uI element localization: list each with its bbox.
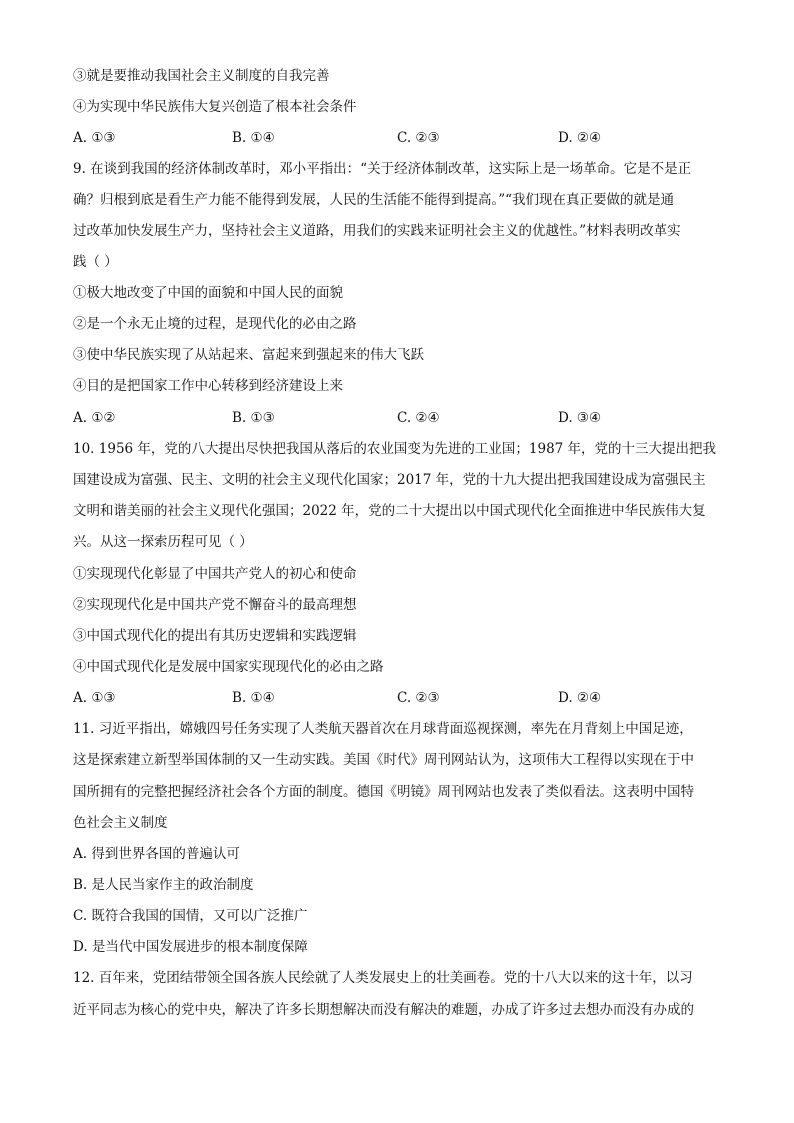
q9-statement-1: ①极大地改变了中国的面貌和中国人民的面貌 [73, 285, 343, 301]
q9-stem-line-4: 践（ ） [73, 254, 118, 270]
q10-stem-line-3: 文明和谐美丽的社会主义现代化强国；2022 年，党的二十大提出以中国式现代化全面推进中华民族伟大复 [73, 503, 706, 519]
q11-stem-line-3: 国所拥有的完整把握经济社会各个方面的制度。德国《明镜》周刊网站也发表了类似看法。这表明中国特 [73, 784, 694, 800]
q8-option-a[interactable]: A. ①③ [73, 130, 116, 146]
q9-stem-line-2: 确？归根到底是看生产力能不能得到发展，人民的生活能不能得到提高。”“我们现在真正要做的就是通 [73, 192, 675, 208]
q11-option-d[interactable]: D. 是当代中国发展进步的根本制度保障 [73, 939, 308, 955]
q9-stem-line-3: 过改革加快发展生产力，坚持社会主义道路，用我们的实践来证明社会主义的优越性。”材料表明改革实 [73, 223, 681, 239]
q11-stem-line-4: 色社会主义制度 [73, 815, 168, 831]
q10-statement-4: ④中国式现代化是发展中国家实现现代化的必由之路 [73, 659, 384, 675]
q10-option-a[interactable]: A. ①③ [73, 690, 116, 706]
q12-stem-line-2: 近平同志为核心的党中央，解决了许多长期想解决而没有解决的难题，办成了许多过去想办而没有办成的 [73, 1002, 694, 1018]
q10-option-d[interactable]: D. ②④ [558, 690, 602, 706]
q12-stem-line-1: 12. 百年来，党团结带领全国各族人民绘就了人类发展史上的壮美画卷。党的十八大以来的这十年，以习 [73, 970, 693, 986]
q8-option-b[interactable]: B. ①④ [232, 130, 275, 146]
q9-statement-4: ④目的是把国家工作中心转移到经济建设上来 [73, 378, 343, 394]
q10-stem-line-2: 国建设成为富强、民主、文明的社会主义现代化国家；2017 年，党的十九大提出把我国建设成为富强民主 [73, 472, 706, 488]
q8-option-d[interactable]: D. ②④ [558, 130, 602, 146]
q11-option-b[interactable]: B. 是人民当家作主的政治制度 [73, 877, 254, 893]
q10-option-c[interactable]: C. ②③ [397, 690, 440, 706]
q8-statement-3: ③就是要推动我国社会主义制度的自我完善 [73, 68, 330, 84]
q10-stem-line-4: 兴。从这一探索历程可见（ ） [73, 534, 253, 550]
q9-statement-2: ②是一个永无止境的过程，是现代化的必由之路 [73, 316, 357, 332]
q9-option-c[interactable]: C. ②④ [397, 410, 440, 426]
q8-statement-4: ④为实现中华民族伟大复兴创造了根本社会条件 [73, 99, 357, 115]
q11-stem-line-2: 这是探索建立新型举国体制的又一生动实践。美国《时代》周刊网站认为，这项伟大工程得以实现在于中 [73, 752, 694, 768]
q10-stem-line-1: 10. 1956 年，党的八大提出尽快把我国从落后的农业国变为先进的工业国；1987 年，党的十三大提出把我 [73, 441, 717, 457]
q9-statement-3: ③使中华民族实现了从站起来、富起来到强起来的伟大飞跃 [73, 347, 424, 363]
q9-stem-line-1: 9. 在谈到我国的经济体制改革时，邓小平指出：“关于经济体制改革，这实际上是一场革命。它是不是正 [73, 161, 692, 177]
q9-option-a[interactable]: A. ①② [73, 410, 116, 426]
q11-option-c[interactable]: C. 既符合我国的国情，又可以广泛推广 [73, 908, 308, 924]
q10-statement-2: ②实现现代化是中国共产党不懈奋斗的最高理想 [73, 597, 357, 613]
q9-option-d[interactable]: D. ③④ [558, 410, 602, 426]
q11-stem-line-1: 11. 习近平指出，嫦娥四号任务实现了人类航天器首次在月球背面巡视探测，率先在月背刻上中国足迹， [73, 721, 693, 737]
q11-option-a[interactable]: A. 得到世界各国的普遍认可 [73, 846, 240, 862]
q9-option-b[interactable]: B. ①③ [232, 410, 275, 426]
q10-option-b[interactable]: B. ①④ [232, 690, 275, 706]
q10-statement-3: ③中国式现代化的提出有其历史逻辑和实践逻辑 [73, 628, 357, 644]
q10-statement-1: ①实现现代化彰显了中国共产党人的初心和使命 [73, 566, 357, 582]
q8-option-c[interactable]: C. ②③ [397, 130, 440, 146]
